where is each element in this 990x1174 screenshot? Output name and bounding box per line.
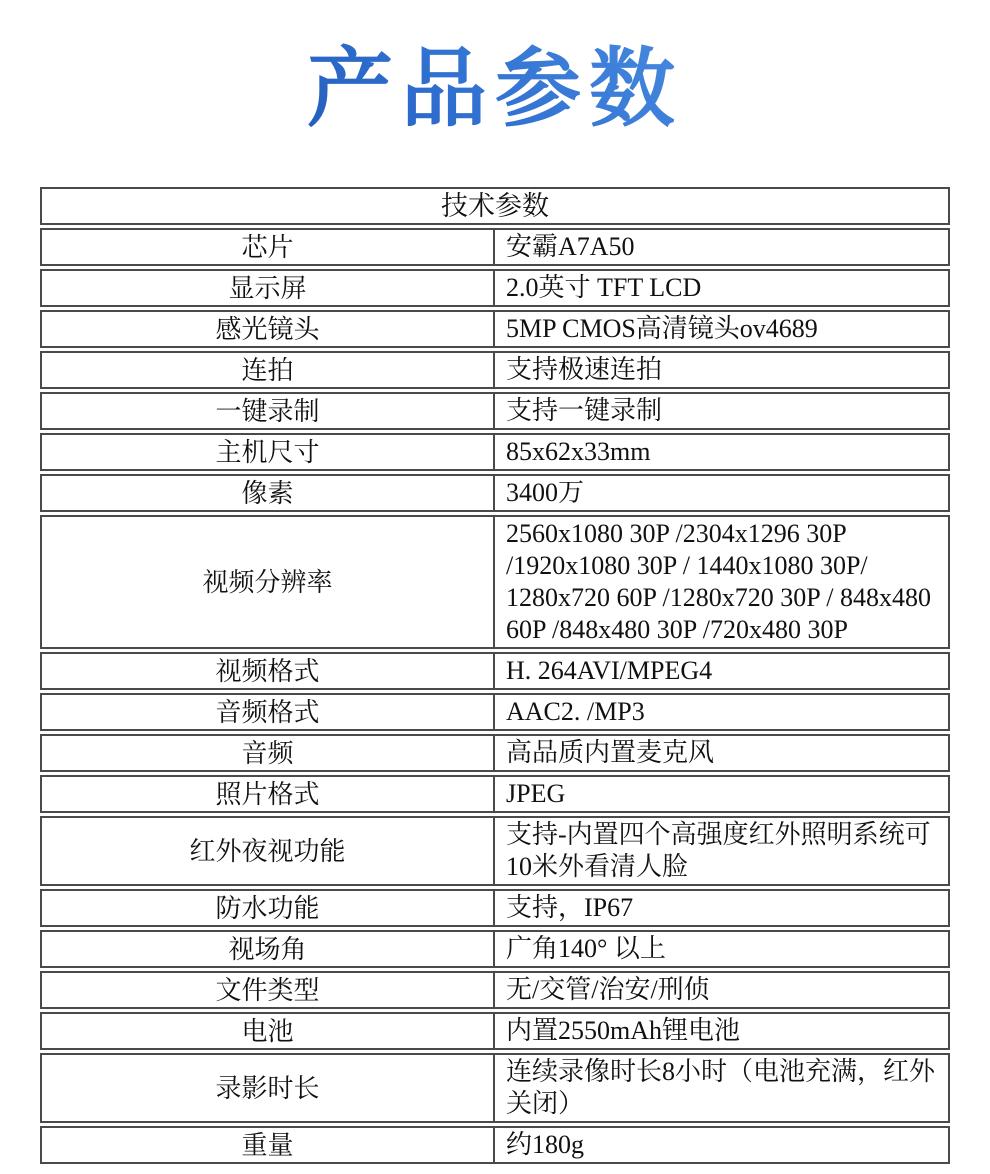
spec-value: JPEG xyxy=(495,775,950,813)
spec-row xyxy=(40,515,950,649)
spec-value: 支持极速连拍 xyxy=(495,351,950,389)
spec-value: 支持一键录制 xyxy=(495,392,950,430)
spec-label: 重量 xyxy=(40,1126,495,1164)
spec-label: 视频分辨率 xyxy=(40,515,495,649)
spec-value: 5MP CMOS高清镜头ov4689 xyxy=(495,310,950,348)
spec-row xyxy=(40,652,950,690)
page-title: 产品参数 xyxy=(0,34,990,144)
spec-row xyxy=(40,351,950,389)
spec-row xyxy=(40,734,950,772)
spec-label: 视场角 xyxy=(40,930,495,968)
spec-row xyxy=(40,1012,950,1050)
spec-value: 3400万 xyxy=(495,474,950,512)
spec-label: 像素 xyxy=(40,474,495,512)
spec-table xyxy=(40,184,950,1167)
spec-row xyxy=(40,1053,950,1123)
spec-value: 85x62x33mm xyxy=(495,433,950,471)
spec-value: 支持，IP67 xyxy=(495,889,950,927)
spec-value: AAC2. /MP3 xyxy=(495,693,950,731)
spec-label: 音频 xyxy=(40,734,495,772)
spec-table-header: 技术参数 xyxy=(40,187,950,225)
spec-row xyxy=(40,433,950,471)
spec-value: 2.0英寸 TFT LCD xyxy=(495,269,950,307)
spec-row xyxy=(40,1126,950,1164)
spec-label: 显示屏 xyxy=(40,269,495,307)
spec-label: 视频格式 xyxy=(40,652,495,690)
spec-label: 连拍 xyxy=(40,351,495,389)
spec-value: 连续录像时长8小时（电池充满，红外关闭） xyxy=(495,1053,950,1123)
spec-value: 支持-内置四个高强度红外照明系统可10米外看清人脸 xyxy=(495,816,950,886)
spec-label: 文件类型 xyxy=(40,971,495,1009)
spec-label: 感光镜头 xyxy=(40,310,495,348)
spec-label: 电池 xyxy=(40,1012,495,1050)
spec-value: 安霸A7A50 xyxy=(495,228,950,266)
spec-row xyxy=(40,474,950,512)
spec-row xyxy=(40,228,950,266)
spec-value: 广角140° 以上 xyxy=(495,930,950,968)
spec-row xyxy=(40,930,950,968)
spec-label: 主机尺寸 xyxy=(40,433,495,471)
spec-value: 内置2550mAh锂电池 xyxy=(495,1012,950,1050)
spec-label: 红外夜视功能 xyxy=(40,816,495,886)
spec-value: H. 264AVI/MPEG4 xyxy=(495,652,950,690)
spec-label: 录影时长 xyxy=(40,1053,495,1123)
spec-row xyxy=(40,971,950,1009)
spec-label: 一键录制 xyxy=(40,392,495,430)
spec-table-body xyxy=(40,228,950,1164)
spec-table-header-row xyxy=(40,187,950,225)
spec-row xyxy=(40,889,950,927)
spec-value: 约180g xyxy=(495,1126,950,1164)
spec-value: 无/交管/治安/刑侦 xyxy=(495,971,950,1009)
spec-label: 音频格式 xyxy=(40,693,495,731)
spec-row xyxy=(40,693,950,731)
spec-label: 照片格式 xyxy=(40,775,495,813)
spec-row xyxy=(40,269,950,307)
spec-row xyxy=(40,310,950,348)
spec-label: 芯片 xyxy=(40,228,495,266)
spec-row xyxy=(40,392,950,430)
spec-value: 2560x1080 30P /2304x1296 30P /1920x1080 30P / 1440x1080 30P/ 1280x720 60P /1280x720 30P / 848x480 60P /848x480 30P /720x480 30P xyxy=(495,515,950,649)
spec-row xyxy=(40,775,950,813)
spec-value: 高品质内置麦克风 xyxy=(495,734,950,772)
spec-row xyxy=(40,816,950,886)
spec-label: 防水功能 xyxy=(40,889,495,927)
